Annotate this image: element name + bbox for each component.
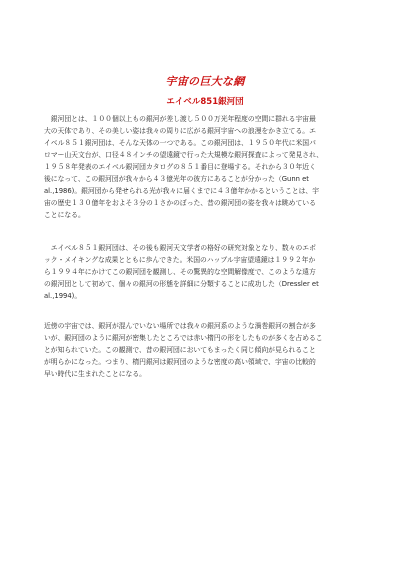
paragraph-line: 近傍の宇宙では、銀河が混んでいない場所では我々の銀河系のような渦巻銀河の割合が多	[44, 322, 316, 330]
paragraph-line: ック・メイキングな成果とともに歩んできた。米国のハッブル宇宙望遠鏡は１９９２年か	[44, 256, 316, 264]
paragraph-line: エイベル８５１銀河団は、その後も銀河天文学者の格好の研究対象となり、数々のエポ	[44, 244, 316, 252]
paragraph-1	[44, 113, 368, 221]
paragraph-line: 後になって、この銀河団が我々から４３億光年の彼方にあることが分かった（Gunn et	[44, 175, 309, 183]
paragraph-line: al.,1994)。	[44, 292, 82, 300]
paragraph-line: の銀河団として初めて、個々の銀河の形態を詳細に分類することに成功した（Dressler et	[44, 280, 319, 288]
paragraph-line: イベル８５１銀河団は、そんな天体の一つである。この銀河団は、１９５０年代に米国パ	[44, 139, 316, 147]
paragraph-3	[44, 320, 368, 380]
paragraph-line: al.,1986)。銀河団から発せられる光が我々に届くまでに４３億年かかるということは、宇	[44, 187, 320, 195]
paragraph-line: いが、銀河団のように銀河が密集したところでは赤い楕円の形をしたものが多くを占めるこ	[44, 334, 323, 342]
page-title: 宇宙の巨大な網	[165, 75, 245, 88]
paragraph-line: ロマー山天文台が、口径４８インチの望遠鏡で行った大規模な銀河探査によって発見され、	[44, 151, 324, 159]
paragraph-line: 早い時代に生まれたことになる。	[44, 370, 146, 378]
paragraph-line: １９５８年発表のエイベル銀河団カタログの８５１番目に登場する。それから３０年近く	[44, 163, 316, 171]
paragraph-line: とが知られていた。この観測で、昔の銀河団においてもまったく同じ傾向が見られること	[44, 346, 316, 354]
paragraph-line: 宙の歴史１３０億年をおよそ３分の１さかのぼった、昔の銀河団の姿を我々は眺めている	[44, 199, 316, 207]
paragraph-line: ことになる。	[44, 211, 85, 219]
page-subtitle: エイベル851銀河団	[166, 97, 244, 107]
paragraph-line: が明らかになった。つまり、楕円銀河は銀河団のような密度の高い領域で、宇宙の比較的	[44, 358, 316, 366]
paragraph-line: 大の天体であり、その美しい姿は我々の周りに広がる銀河宇宙への浪漫をかき立てる。エ	[44, 127, 316, 135]
paragraph-2	[44, 242, 368, 302]
paragraph-line: 銀河団とは、１００個以上もの銀河が差し渡し５００万光年程度の空間に群れる宇宙最	[44, 115, 316, 123]
paragraph-line: ら１９９４年にかけてこの銀河団を観測し、その驚異的な空間解像度で、このような遠方	[44, 268, 316, 276]
